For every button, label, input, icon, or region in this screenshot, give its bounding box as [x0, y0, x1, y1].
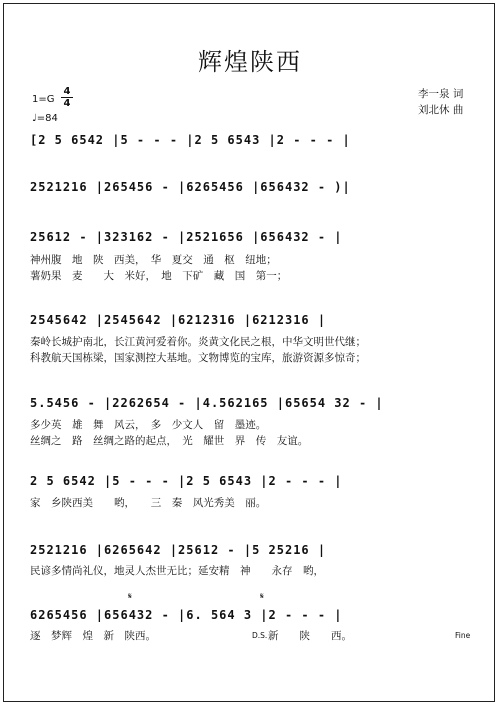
lyric-row-3a: 神州腹 地 陕 西美， 华 夏交 通 枢 纽地； — [30, 254, 277, 266]
lyric-row-4a: 秦岭长城护南北，长江黄河爱着你。炎黄文化民之根，中华文明世代继； — [30, 336, 366, 348]
lyric-row-5a: 多少英 雄 舞 风云， 多 少文人 留 墨迹。 — [30, 419, 267, 431]
time-signature-top: 4 — [63, 86, 71, 97]
lyric-row-3b: 薯奶果 麦 大 米好， 地 下矿 藏 国 第一； — [30, 270, 288, 282]
notation-row-4: 2545642 |2545642 |6212316 |6212316 | — [30, 313, 327, 327]
notation-row-5: 5.5456 - |2262654 - |4.562165 |65654 32 - | — [30, 396, 384, 410]
fine-marking: Fine — [455, 631, 471, 640]
lyric-row-4b: 科教航天国栋梁，国家测控大基地。文物博览的宝库，旅游资源多惊奇； — [30, 352, 366, 364]
song-title: 辉煌陕西 — [198, 48, 302, 76]
tempo-marking: ♩=84 — [32, 113, 58, 124]
segno-mark: 𝄋 — [128, 592, 132, 602]
notation-row-2: 2521216 |265456 - |6265456 |656432 - )| — [30, 180, 351, 194]
key-signature: 1=G — [32, 94, 55, 105]
notation-row-3: 25612 - |323162 - |2521656 |656432 - | — [30, 230, 343, 244]
notation-row-8: 6265456 |656432 - |6. 564 3 |2 - - - | — [30, 608, 343, 622]
time-signature-bottom: 4 — [63, 98, 71, 109]
lyric-row-6a: 家 乡陕西美 哟， 三 秦 风光秀美 丽。 — [30, 497, 267, 509]
notation-row-7: 2521216 |6265642 |25612 - |5 25216 | — [30, 543, 327, 557]
time-signature-line — [61, 97, 73, 98]
notation-row-1: [2 5 6542 |5 - - - |2 5 6543 |2 - - - | — [30, 133, 351, 147]
segno-mark-2: 𝄋 — [260, 592, 264, 602]
lyric-row-8b: 新 陕 西。 — [268, 630, 352, 642]
lyric-row-7a: 民谚多情尚礼仪，地灵人杰世无比；延安精 神 永存 哟， — [30, 565, 324, 577]
composer-credit: 刘北休 曲 — [418, 104, 464, 116]
notation-row-6: 2 5 6542 |5 - - - |2 5 6543 |2 - - - | — [30, 474, 343, 488]
lyricist-credit: 李一泉 词 — [418, 88, 464, 100]
lyric-row-8a: 逐 梦辉 煌 新 陕西。 — [30, 630, 156, 642]
lyric-row-5b: 丝绸之 路 丝绸之路的起点， 光 耀世 界 传 友谊。 — [30, 435, 309, 447]
ds-marking: D.S. — [252, 631, 268, 640]
